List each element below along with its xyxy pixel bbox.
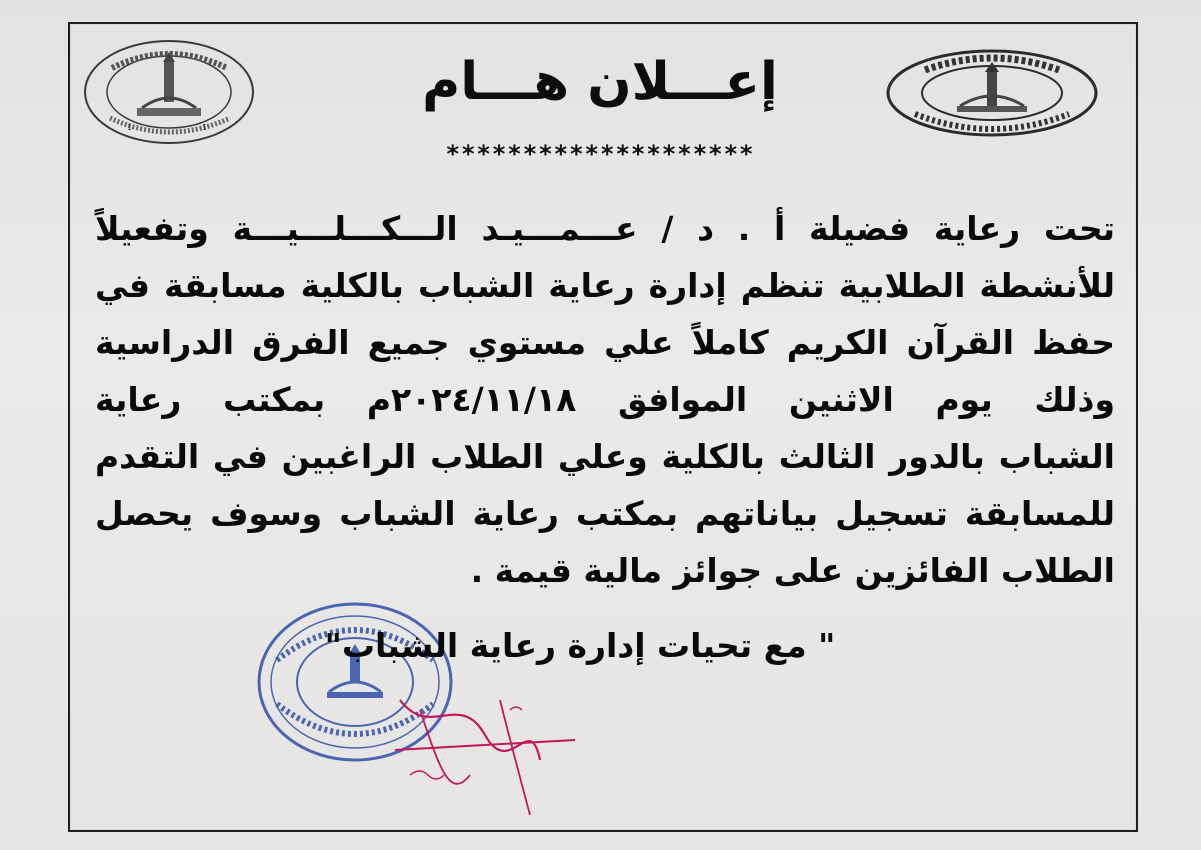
handwritten-signature bbox=[390, 680, 580, 820]
faculty-logo bbox=[82, 38, 257, 146]
body-line: الشباب بالدور الثالث بالكلية وعلي الطلاب الراغبين في التقدم bbox=[95, 437, 1115, 476]
title-separator: ******************** bbox=[445, 140, 755, 168]
svg-text:1: 1 bbox=[127, 123, 133, 132]
body-line: الطلاب الفائزين على جوائز مالية قيمة . bbox=[470, 551, 1115, 590]
al-azhar-university-logo bbox=[885, 48, 1100, 138]
body-line: للمسابقة تسجيل بياناتهم بمكتب رعاية الشباب وسوف يحصل bbox=[95, 494, 1115, 533]
announcement-body bbox=[95, 200, 1115, 599]
svg-text:1: 1 bbox=[202, 123, 208, 132]
body-line: للأنشطة الطلابية تنظم إدارة رعاية الشباب بالكلية مسابقة في bbox=[95, 266, 1115, 305]
announcement-title: إعـــلان هـــام bbox=[422, 52, 778, 112]
body-line: حفظ القرآن الكريم كاملاً علي مستوي جميع الفرق الدراسية bbox=[95, 323, 1115, 362]
body-line: تحت رعاية فضيلة أ . د / عـــمـــيـد الـــكـــلـــيـــة وتفعيلاً bbox=[95, 209, 1115, 248]
body-line: وذلك يوم الاثنين الموافق ٢٠٢٤/١١/١٨م بمكتب رعاية bbox=[95, 380, 1115, 419]
closing-greeting: " مع تحيات إدارة رعاية الشباب" bbox=[324, 626, 836, 665]
